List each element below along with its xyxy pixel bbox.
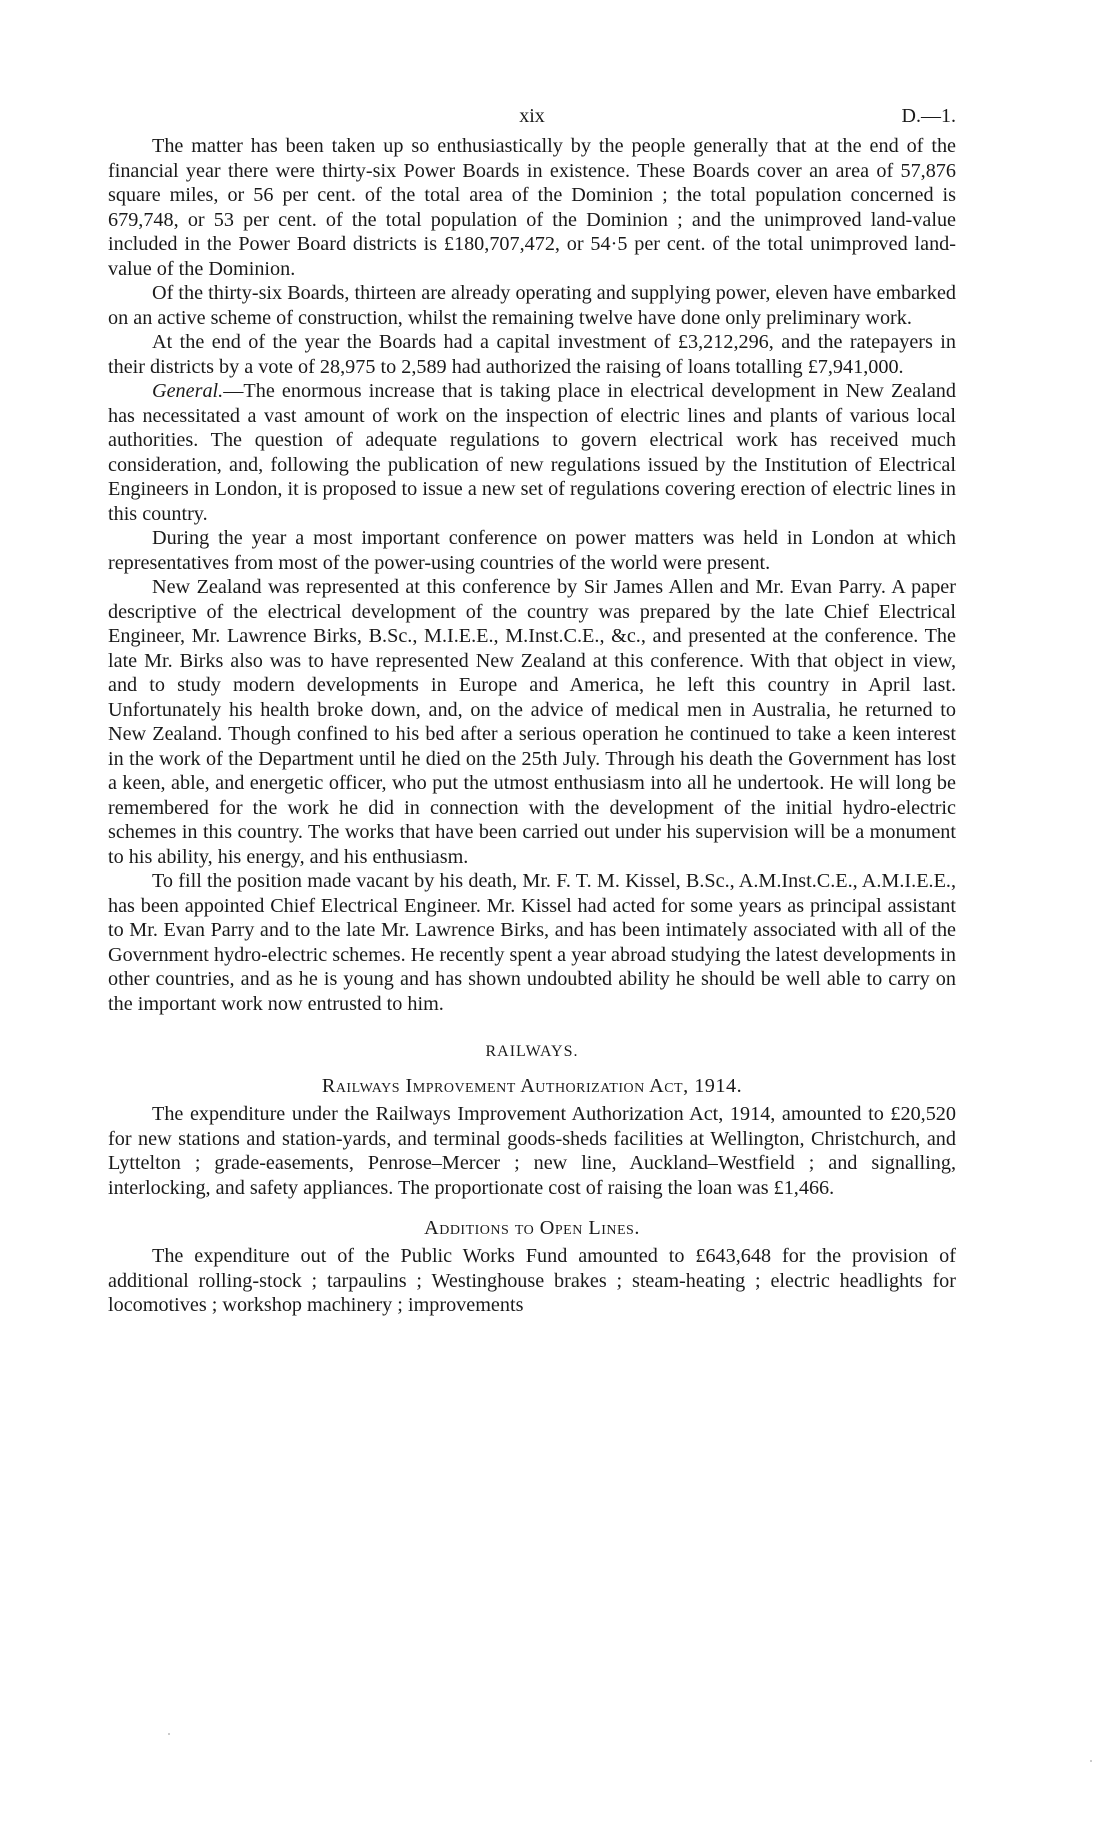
paragraph-open-lines-expenditure: The expenditure out of the Public Works Fund amounted to £643,648 for the provision of additional rolling-stock ; tarpaulins ; Westinghouse brakes ; steam-heating ; electric headlights for locomotives ; workshop machinery ; improvements bbox=[108, 1245, 956, 1316]
document-reference: D.—1. bbox=[901, 105, 956, 127]
paragraph-kissel: To fill the position made vacant by his death, Mr. F. T. M. Kissel, B.Sc., A.M.Inst.C.E., A.M.I.E.E., has been appointed Chief Electrical Engineer. Mr. Kissel had acted for some years as principal assistant to Mr. Evan Parry and to the late Mr. Lawrence Birks, and has been intimately associated with all of the Government hydro-electric schemes. He recently spent a year abroad studying the latest developments in other countries, and as he is young and has shown undoubted ability he should be well able to carry on the important work now entrusted to him. bbox=[108, 870, 956, 1015]
page-folio: xix bbox=[519, 105, 545, 127]
subheading-improvement-act: Railways Improvement Authorization Act, 1914. bbox=[321, 1075, 743, 1097]
paragraph-boards-status: Of the thirty-six Boards, thirteen are already operating and supplying power, eleven have embarked on an active scheme of construction, whilst the remaining twelve have done only preliminary work. bbox=[108, 282, 956, 329]
paragraph-capital-investment: At the end of the year the Boards had a capital investment of £3,212,296, and the ratepayers in their districts by a vote of 28,975 to 2,589 had authorized the raising of loans totalling £7,941,000. bbox=[108, 331, 956, 378]
document-page bbox=[108, 100, 956, 1318]
paragraph-general bbox=[108, 379, 956, 526]
paragraph-act-expenditure: The expenditure under the Railways Improvement Authorization Act, 1914, amounted to £20,520 for new stations and station-yards, and terminal goods-sheds facilities at Wellington, Christchurch, and Lyttelton ; grade-easements, Penrose–Mercer ; new line, Auckland–Westfield ; and signalling, interlocking, and safety appliances. The proportionate cost of raising the loan was £1,466. bbox=[108, 1103, 956, 1199]
general-text: —The enormous increase that is taking place in electrical development in New Zealand has necessitated a vast amount of work on the inspection of electric lines and plants of various local authorities. The question of adequate regulations to govern electrical work has received much consideration, and, following the publication of new regulations issued by the Institution of Electrical Engineers in London, it is proposed to issue a new set of regulations covering erection of electric lines in this country. bbox=[108, 380, 956, 525]
section-heading-railways: RAILWAYS. bbox=[485, 1043, 579, 1060]
paragraph-conference: During the year a most important conference on power matters was held in London at which representatives from most of the power-using countries of the world were present. bbox=[108, 527, 956, 574]
general-label: General. bbox=[152, 380, 224, 402]
scan-speck bbox=[1090, 1760, 1092, 1762]
scan-speck bbox=[168, 1733, 170, 1735]
paragraph-power-boards: The matter has been taken up so enthusiastically by the people generally that at the end of the financial year there were thirty-six Power Boards in existence. These Boards cover an area of 57,876 square miles, or 56 per cent. of the total area of the Dominion ; the total population concerned is 679,748, or 53 per cent. of the total population of the Dominion ; and the unimproved land-value included in the Power Board districts is £180,707,472, or 54·5 per cent. of the total unimproved land-value of the Dominion. bbox=[108, 135, 956, 280]
page-header bbox=[108, 100, 956, 134]
paragraph-representation: New Zealand was represented at this conference by Sir James Allen and Mr. Evan Parry. A paper descriptive of the electrical development of the country was prepared by the late Chief Electrical Engineer, Mr. Lawrence Birks, B.Sc., M.I.E.E., M.Inst.C.E., &c., and presented at the conference. The late Mr. Birks also was to have represented New Zealand at this conference. With that object in view, and to study modern developments in Europe and America, he left this country in April last. Unfortunately his health broke down, and, on the advice of medical men in Australia, he returned to New Zealand. Though confined to his bed after a serious operation he continued to take a keen interest in the work of the Department until he died on the 25th July. Through his death the Government has lost a keen, able, and energetic officer, who put the utmost enthusiasm into all he undertook. He will long be remembered for the work he did in connection with the development of the initial hydro-electric schemes in this country. The works that have been carried out under his supervision will be a monument to his ability, his energy, and his enthusiasm. bbox=[108, 576, 956, 868]
subheading-additions-open-lines: Additions to Open Lines. bbox=[424, 1217, 640, 1239]
